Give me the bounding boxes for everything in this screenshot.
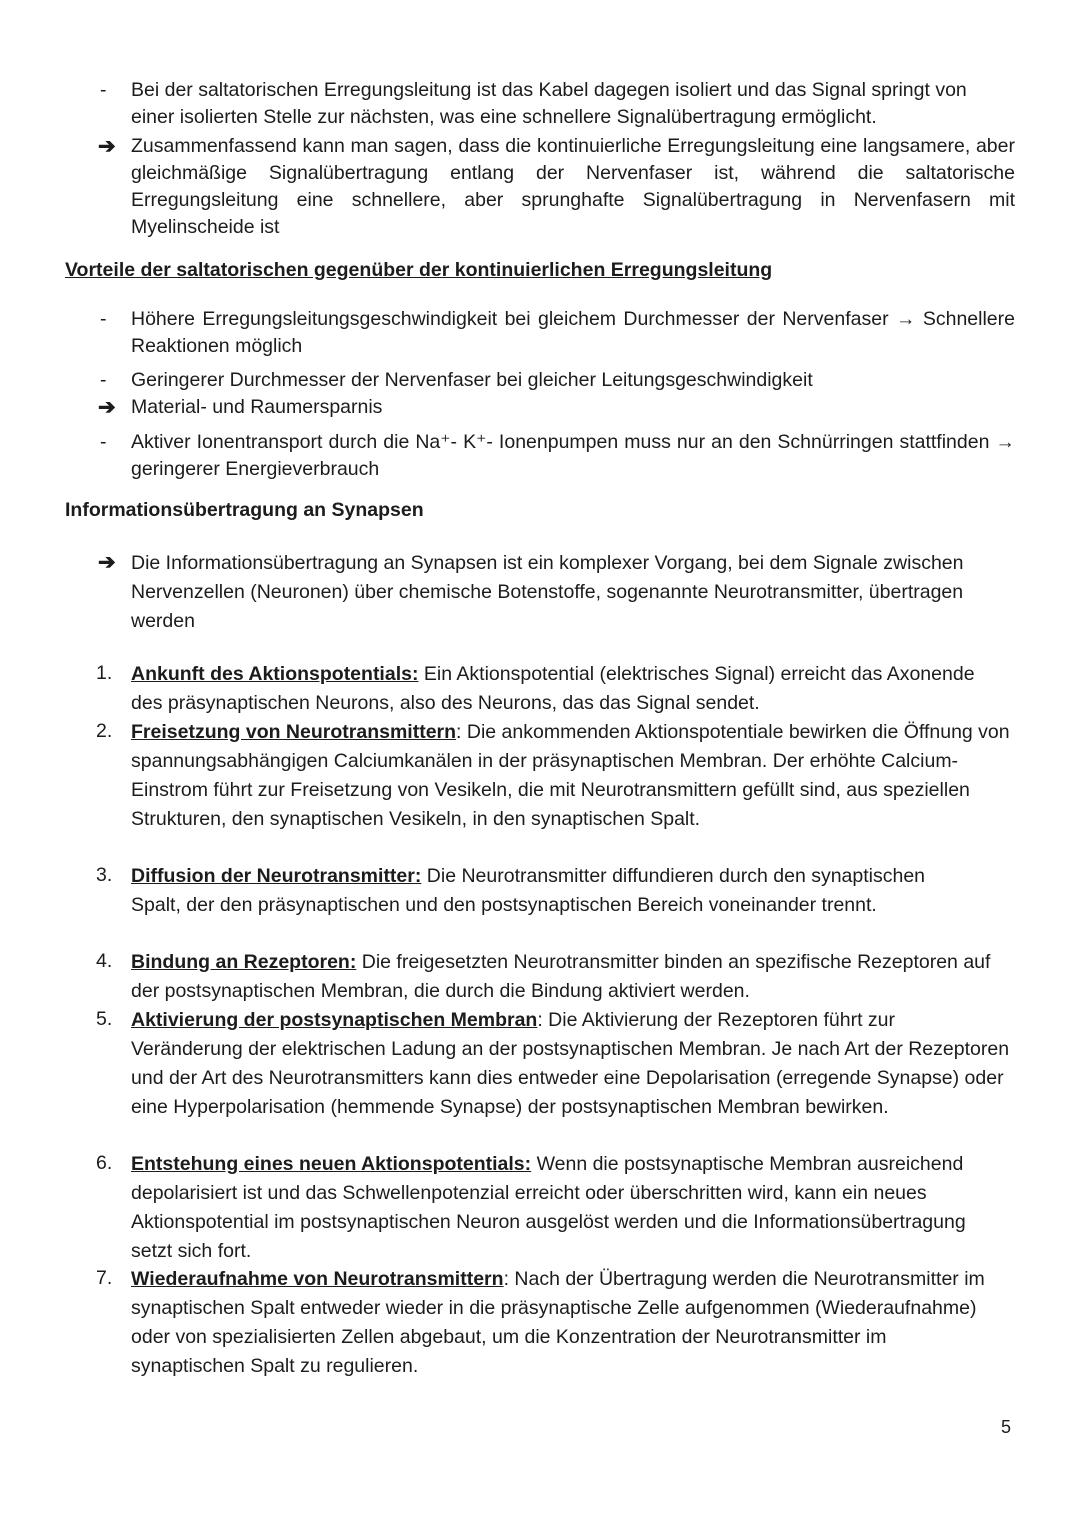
dash-bullet: - — [100, 308, 107, 330]
step-text: Die Neurotransmitter diffundieren durch den synaptischen Spalt, der den präsynaptischen und den postsynaptischen Bereich voneinander trennt. — [131, 865, 926, 916]
arrow-icon: ➔ — [98, 135, 116, 158]
step-number: 2. — [96, 720, 113, 742]
arrow-icon: ➔ — [98, 396, 116, 419]
step-body — [131, 948, 1011, 1006]
synapses-intro-text: Die Informationsübertragung an Synapsen ist ein komplexer Vorgang, bei dem Signale zwischen Nervenzellen (Neuronen) über chemische Botenstoffe, sogenannte Neurotransmitter, übertragen werden — [131, 552, 964, 632]
step-text: : Die ankommenden Aktionspotentiale bewirken die Öffnung von spannungsabhängigen Calciumkanälen in der präsynaptischen Membran. Der erhöhte Calcium-Einstrom führt zur Freisetzung von Vesikeln, die mit Neurotransmittern gefüllt sind, aus speziellen Strukturen, den synaptischen Vesikeln, in den synaptischen Spalt. — [131, 721, 1010, 830]
step-text: Wenn die postsynaptische Membran ausreichend depolarisiert ist und das Schwellenpotenzial erreicht oder überschritten wird, kann ein neues Aktionspotential im postsynaptischen Neuron ausgelöst werden und die Informationsübertragung setzt sich fort. — [131, 1153, 966, 1262]
step-body — [131, 1006, 1011, 1122]
advantage-text: Geringerer Durchmesser der Nervenfaser bei gleicher Leitungsgeschwindigkeit — [131, 369, 813, 391]
step-term: Wiederaufnahme von Neurotransmittern — [131, 1268, 504, 1290]
step-body — [131, 660, 1011, 718]
section-heading-advantages: Vorteile der saltatorischen gegenüber der kontinuierlichen Erregungsleitung — [65, 259, 773, 281]
intro-text-summary: Zusammenfassend kann man sagen, dass die kontinuierliche Erregungsleitung eine langsamere, aber gleichmäßige Signalübertragung entlang der Nervenfaser ist, während die saltatorische Erregungsleitung eine schnellere, aber sprunghafte Signalübertragung in Nervenfasern mit Myelinscheide ist — [131, 135, 1015, 238]
step-text: : Die Aktivierung der Rezeptoren führt zur Veränderung der elektrischen Ladung an der postsynaptischen Membran. Je nach Art der Rezeptoren und der Art des Neurotransmitters kann dies entweder eine Depolarisation (erregende Synapse) oder eine Hyperpolarisation (hemmende Synapse) der postsynaptischen Membran bewirken. — [131, 1009, 1010, 1118]
step-body — [131, 1150, 1011, 1266]
step-body — [131, 1265, 991, 1381]
step-body — [131, 862, 961, 920]
step-term: Entstehung eines neuen Aktionspotentials: — [131, 1153, 532, 1175]
advantage-text: Aktiver Ionentransport durch die Na⁺- K⁺- Ionenpumpen muss nur an den Schnürringen stattfinden → geringerer Energieverbrauch — [131, 431, 1015, 480]
step-number: 7. — [96, 1267, 113, 1289]
advantage-text: Material- und Raumersparnis — [131, 396, 383, 418]
step-text: Ein Aktionspotential (elektrisches Signal) erreicht das Axonende des präsynaptischen Neurons, also des Neurons, das das Signal sendet. — [131, 663, 975, 714]
step-term: Diffusion der Neurotransmitter: — [131, 865, 422, 887]
step-term: Freisetzung von Neurotransmittern — [131, 721, 457, 743]
step-number: 5. — [96, 1008, 113, 1030]
dash-bullet: - — [100, 79, 107, 101]
intro-text-saltatory: Bei der saltatorischen Erregungsleitung ist das Kabel dagegen isoliert und das Signal springt von einer isolierten Stelle zur nächsten, was eine schnellere Signalübertragung ermöglicht. — [131, 79, 967, 128]
step-term: Aktivierung der postsynaptischen Membran — [131, 1009, 538, 1031]
step-number: 3. — [96, 864, 113, 886]
step-term: Ankunft des Aktionspotentials: — [131, 663, 419, 685]
dash-bullet: - — [100, 431, 107, 453]
step-number: 6. — [96, 1152, 113, 1174]
step-term: Bindung an Rezeptoren: — [131, 951, 357, 973]
advantage-text: Höhere Erregungsleitungsgeschwindigkeit bei gleichem Durchmesser der Nervenfaser → Schnellere Reaktionen möglich — [131, 308, 1015, 357]
step-text: Die freigesetzten Neurotransmitter binden an spezifische Rezeptoren auf der postsynaptischen Membran, die durch die Bindung aktiviert werden. — [131, 951, 991, 1002]
step-number: 4. — [96, 950, 113, 972]
step-body — [131, 718, 1011, 834]
dash-bullet: - — [100, 369, 107, 391]
step-number: 1. — [96, 662, 113, 684]
step-text: : Nach der Übertragung werden die Neurotransmitter im synaptischen Spalt entweder wieder in die präsynaptische Zelle aufgenommen (Wiederaufnahme) oder von spezialisierten Zellen abgebaut, um die Konzentration der Neurotransmitter im synaptischen Spalt zu regulieren. — [131, 1268, 985, 1377]
page-number: 5 — [1001, 1417, 1012, 1437]
section-heading-synapses: Informationsübertragung an Synapsen — [65, 499, 424, 521]
arrow-icon: ➔ — [98, 551, 116, 574]
